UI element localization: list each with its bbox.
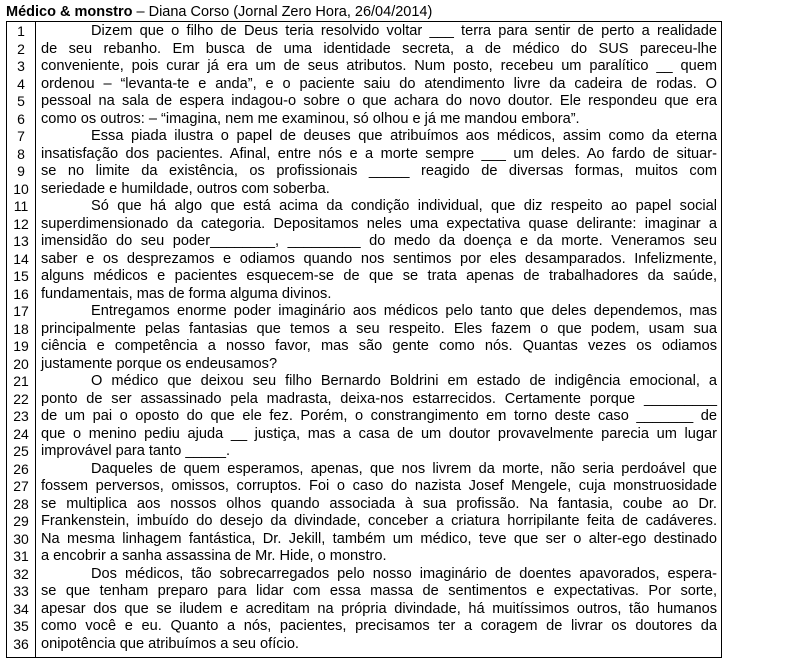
text-line: ordenou – “levanta-te e anda”, e o paciente saiu do atendimento livre da cadeira de rodas. O — [41, 75, 717, 92]
line-number: 6 — [17, 110, 25, 127]
line-number: 14 — [13, 250, 29, 267]
line-number: 28 — [13, 495, 29, 512]
text-line: Só que há algo que está acima da condição individual, que diz respeito ao papel social — [91, 198, 717, 214]
line-number: 16 — [13, 285, 29, 302]
text-line: Entregamos enorme poder imaginário aos médicos pelo tanto que deles dependemos, mas — [91, 303, 717, 319]
line-number: 32 — [13, 565, 29, 582]
text-line: como os outros: – “imagina, nem me examinou, só olhou e já me mandou embora”. — [41, 110, 580, 127]
line-number: 23 — [13, 408, 29, 424]
line-number: 4 — [17, 75, 25, 92]
text-table — [6, 21, 722, 658]
line-number: 26 — [13, 460, 29, 477]
text-line: ponto de ser assassinado pela madrasta, deixa-nos estarrecidos. Certamente porque _________ — [41, 390, 717, 407]
line-number: 12 — [13, 215, 29, 232]
text-line: fossem perversos, omissos, corruptos. Foi o caso do nazista Josef Mengele, cuja monstruosidade — [41, 478, 717, 494]
line-number: 24 — [13, 425, 29, 442]
text-line: conveniente, pois curar já era um de seus atributos. Num posto, recebeu um paralítico __ quem — [41, 58, 717, 74]
text-line: alguns médicos e pacientes esquecem-se de que se trata apenas de trabalhadores da saúde, — [41, 268, 717, 284]
line-number: 2 — [17, 40, 25, 57]
text-line: principalmente pelas fantasias que temos a seu respeito. Eles fazem o que podem, usam sua — [41, 320, 717, 337]
line-number: 13 — [13, 233, 29, 249]
text-line: fundamentais, mas de forma alguma divinos. — [41, 285, 332, 302]
text-line: superdimensionado da categoria. Depositamos neles uma expectativa quase delirante: imaginar a — [41, 215, 717, 232]
text-line: justamente porque os endeusamos? — [41, 355, 278, 372]
text-line: se no limite da existência, os profissionais _____ reagido de diversas formas, muitos com — [41, 163, 717, 179]
text-line: seriedade e humildade, outros com soberba. — [41, 180, 330, 197]
text-line: onipotência que atribuímos a seu ofício. — [41, 635, 299, 652]
line-number: 33 — [13, 583, 29, 599]
text-line: se que tenham preparo para lidar com essa massa de sentimentos e expectativas. Por sorte, — [41, 583, 717, 599]
line-number: 9 — [17, 163, 25, 179]
text-line: improvável para tanto _____. — [41, 443, 231, 459]
line-number-column — [7, 22, 36, 657]
text-line: Na mesma linhagem fantástica, Dr. Jekill, também um médico, teve que ser o alter-ego destinado — [41, 530, 717, 547]
document-header — [6, 3, 432, 21]
line-number: 15 — [13, 268, 29, 284]
text-line: Dizem que o filho de Deus teria resolvido voltar ___ terra para sentir de perto a realidade — [91, 23, 717, 39]
text-line: apesar dos que se iludem e acreditam na própria divindade, há muitíssimos outros, tão humanos — [41, 600, 717, 617]
line-number: 18 — [13, 320, 29, 337]
line-number: 3 — [17, 58, 25, 74]
text-line: como você e eu. Quanto a nós, pacientes, precisamos ter a coragem de livrar os doutores da — [41, 618, 717, 634]
line-number: 27 — [13, 478, 29, 494]
text-line: Dos médicos, tão sobrecarregados pelo nosso imaginário de doentes apavorados, espera- — [91, 565, 717, 582]
line-number: 5 — [17, 93, 25, 109]
text-line: ciência e competência a nosso favor, mas são gente como nós. Quantas vezes os odiamos — [41, 338, 717, 354]
text-line: de seu rebanho. Em busca de uma identidade secreta, a de médico do SUS pareceu-lhe — [41, 40, 717, 57]
article-byline: – Diana Corso (Jornal Zero Hora, 26/04/2014) — [132, 4, 433, 20]
text-line: pessoal na sala de espera indagou-o sobre o que achara do novo doutor. Ele respondeu que era — [41, 93, 717, 109]
line-number: 31 — [13, 548, 29, 564]
line-number: 35 — [13, 618, 29, 634]
line-number: 25 — [13, 443, 29, 459]
text-line: Daqueles de quem esperamos, apenas, que nos livrem da morte, não seria perdoável que — [91, 460, 717, 477]
line-number: 36 — [13, 635, 29, 652]
line-number: 29 — [13, 513, 29, 529]
line-number: 7 — [17, 128, 25, 144]
line-number: 10 — [13, 180, 29, 197]
text-line: que o menino pediu ajuda __ justiça, mas a casa de um doutor provavelmente parecia um lugar — [41, 425, 717, 442]
line-number: 8 — [17, 145, 25, 162]
line-number: 11 — [13, 198, 29, 214]
text-line: insatisfação dos pacientes. Afinal, entre nós e a morte sempre ___ um deles. Ao fardo de situar- — [41, 145, 717, 162]
line-number: 30 — [13, 530, 29, 547]
text-line: imensidão do seu poder________, _________ do medo da doença e da morte. Veneramos seu — [41, 233, 717, 249]
article-title: Médico & monstro — [6, 4, 133, 20]
line-number: 17 — [13, 303, 29, 319]
line-number: 1 — [17, 23, 25, 39]
text-line: de um pai o oposto do que ele fez. Porém, o constrangimento em torno deste caso _______ de — [41, 408, 717, 424]
text-line: Essa piada ilustra o papel de deuses que atribuímos aos médicos, assim como da eterna — [91, 128, 717, 144]
line-number: 34 — [13, 600, 29, 617]
line-number: 19 — [13, 338, 29, 354]
text-line: saber e os desprezamos e odiamos quando nos sentimos por eles desamparados. Infelizmente, — [41, 250, 717, 267]
text-line: Frankenstein, imbuído do desejo da divindade, conceber a criatura horripilante feita de cadáveres. — [41, 513, 717, 529]
line-number: 22 — [13, 390, 29, 407]
text-line: O médico que deixou seu filho Bernardo Boldrini em estado de indigência emocional, a — [91, 373, 717, 389]
text-line: a encobrir a sanha assassina de Mr. Hide, o monstro. — [41, 548, 387, 564]
line-number: 20 — [13, 355, 29, 372]
line-number: 21 — [13, 373, 29, 389]
text-line: se multiplica aos nossos olhos quando associada à sua profissão. Na fantasia, coube ao Dr. — [41, 495, 717, 512]
